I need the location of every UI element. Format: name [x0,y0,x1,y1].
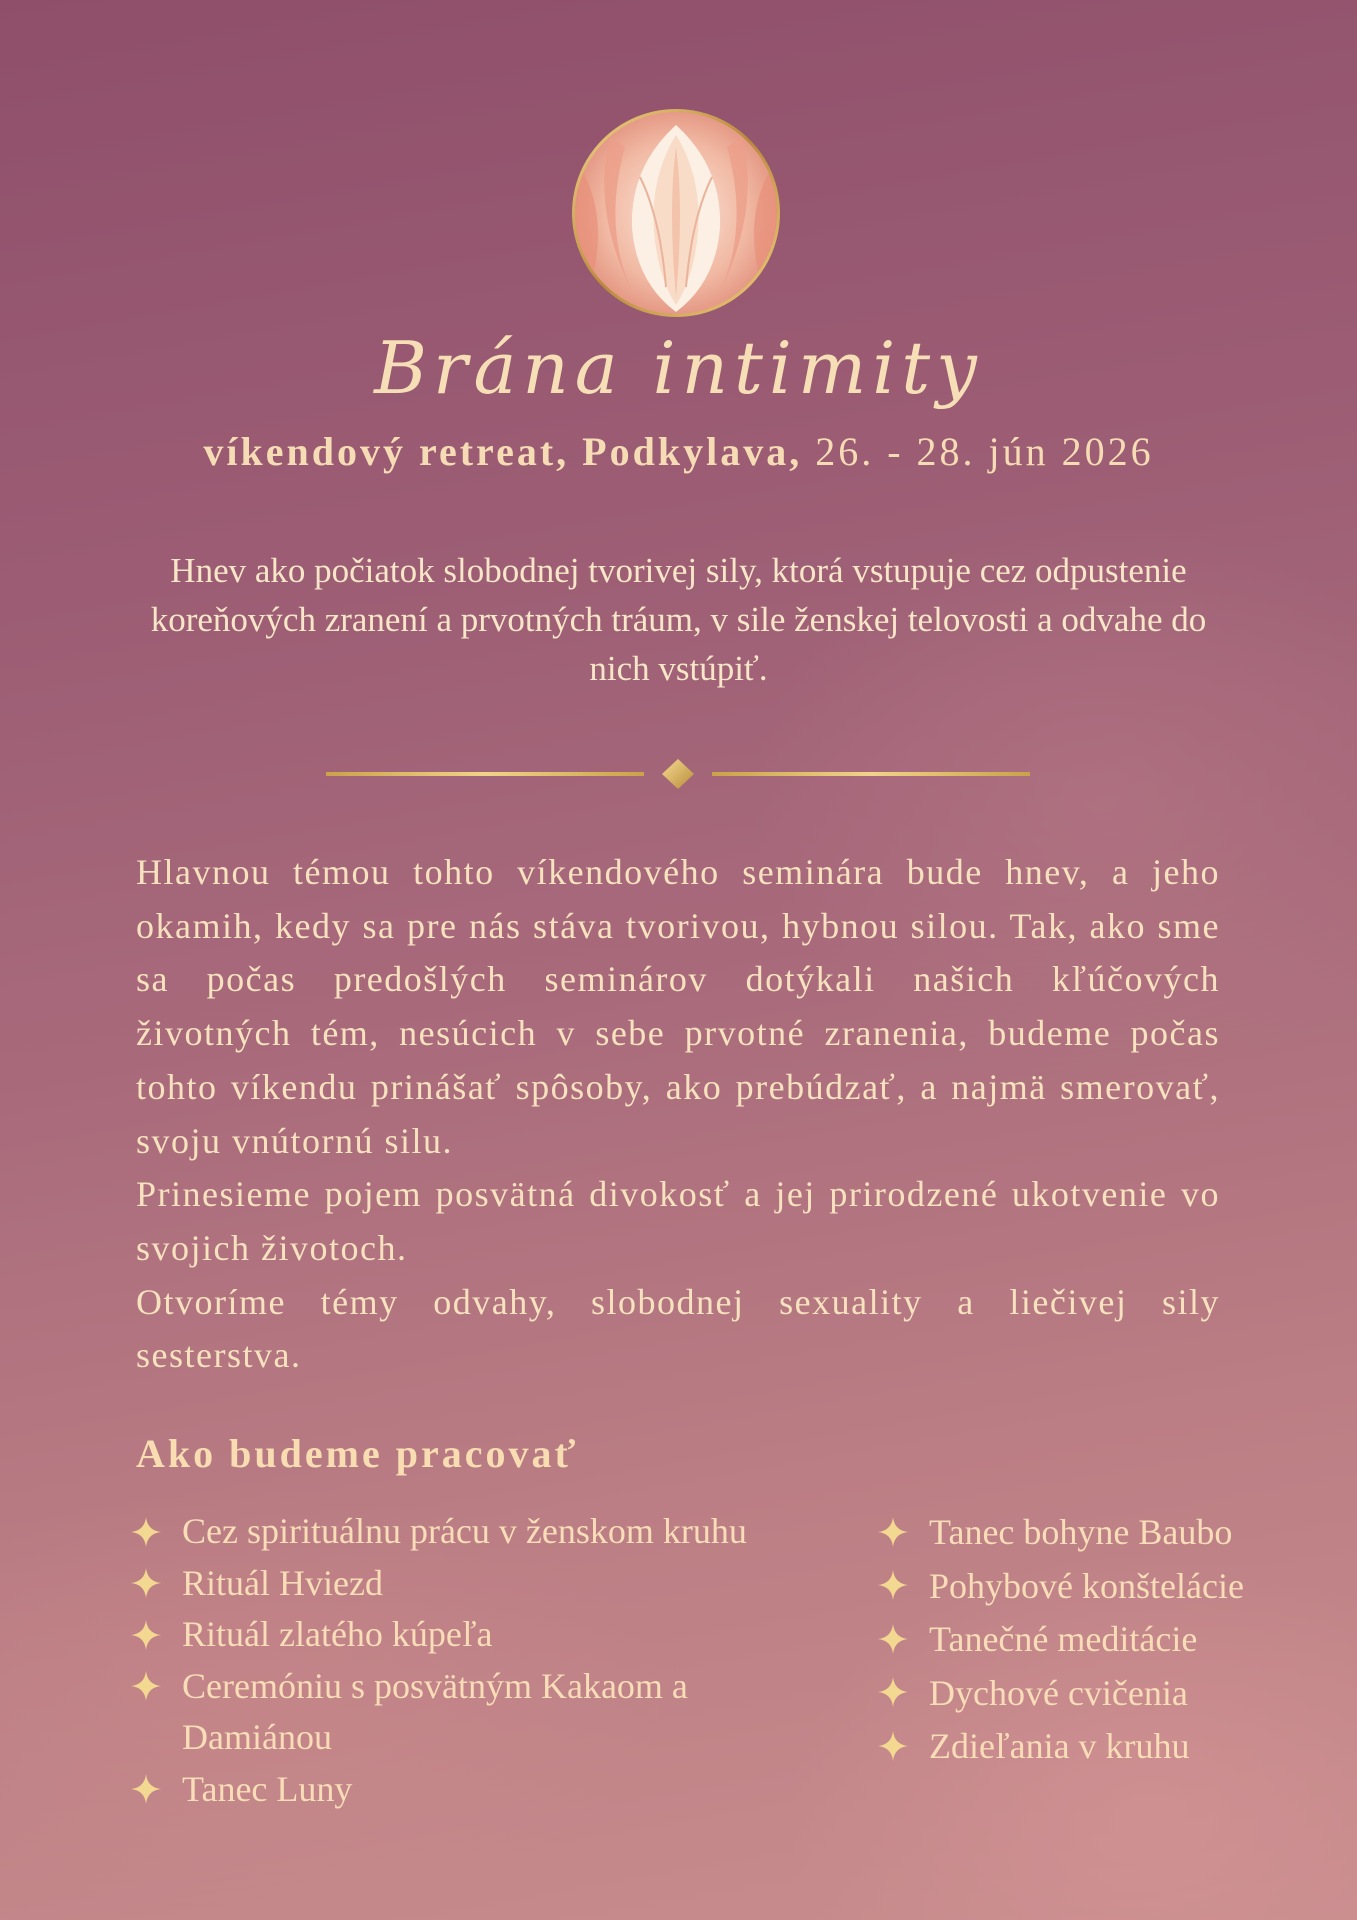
list-item [128,1506,848,1558]
description-body [136,846,1220,1383]
intro-text: Hnev ako počiatok slobodnej tvorivej sily, ktorá vstupuje cez odpustenie koreňových zranení a prvotných tráum, v sile ženskej telovosti a odvahe do nich vstúpiť. [150,551,1207,688]
sparkle-star-icon [875,1720,911,1771]
list-item [128,1661,782,1764]
diamond-divider-icon [326,758,1030,790]
list-item [875,1613,1345,1667]
list-item-label: Tanec bohyne Baubo [929,1512,1233,1552]
list-item-label: Ceremóniu s posvätným Kakaom a Damiánou [182,1665,688,1757]
sparkle-star-icon [128,1609,164,1660]
list-item [875,1560,1345,1614]
sparkle-star-icon [875,1667,911,1718]
activities-list-right [875,1506,1345,1774]
list-item [128,1558,848,1610]
list-item-label: Cez spirituálnu prácu v ženskom kruhu [182,1511,747,1551]
sparkle-star-icon [875,1560,911,1611]
list-item [128,1764,848,1816]
event-type-location: víkendový retreat, Podkylava, [203,429,803,474]
description-paragraph: Prinesieme pojem posvätná divokosť a jej prirodzené ukotvenie vo svojich životoch. [136,1174,1220,1268]
list-item-label: Pohybové konštelácie [929,1565,1244,1606]
list-item [875,1720,1345,1774]
description-paragraph: Otvoríme témy odvahy, slobodnej sexuality a liečivej sily sesterstva. [136,1281,1220,1376]
sparkle-star-icon [875,1506,911,1557]
sparkle-star-icon [875,1613,911,1664]
section-heading: Ako budeme pracovať [136,1431,579,1476]
list-item-label: Dychové cvičenia [929,1672,1188,1713]
list-item-label: Zdieľania v kruhu [929,1726,1190,1767]
page-title: Brána intimity [374,326,983,410]
list-item-label: Tanec Luny [182,1768,353,1809]
description-paragraph: Hlavnou témou tohto víkendového seminára bude hnev, a jeho okamih, kedy sa pre nás stáva tvorivou, hybnou silou. Tak, ako sme sa počas predošlých seminárov dotýkali našich kľúčových životných tém, nesúcich v sebe prvotné zranenia, budeme počas tohto víkendu prinášať spôsoby, ako prebúdzať, a najmä smerovať, svoju vnútornú silu. [136,852,1220,1161]
list-item [128,1609,848,1661]
sparkle-star-icon [128,1764,164,1815]
list-item [875,1506,1345,1560]
list-item-label: Tanečné meditácie [929,1619,1198,1660]
event-subtitle [0,428,1357,475]
event-dates: 26. - 28. jún 2026 [802,429,1154,474]
sparkle-star-icon [128,1661,164,1712]
flower-petal-emblem-icon [570,107,782,319]
activities-list-left [128,1506,848,1815]
list-item-label: Rituál Hviezd [182,1562,383,1603]
list-item-label: Rituál zlatého kúpeľa [182,1614,493,1654]
sparkle-star-icon [128,1506,164,1557]
list-item [875,1667,1345,1721]
sparkle-star-icon [128,1558,164,1609]
